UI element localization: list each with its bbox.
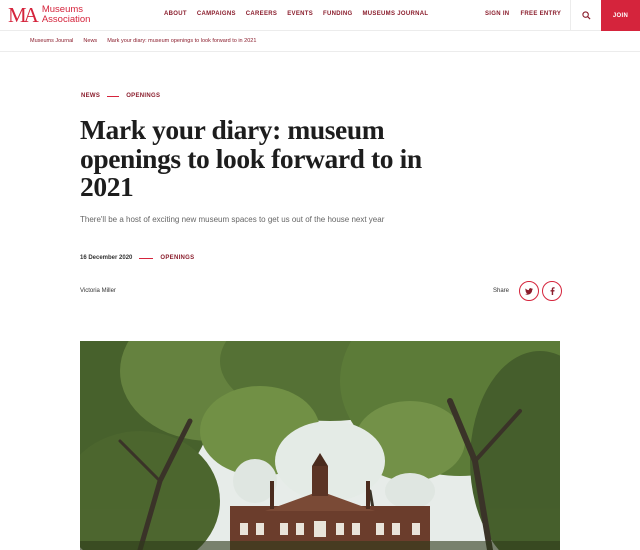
search-button[interactable]: [570, 0, 601, 31]
facebook-icon: [550, 287, 555, 295]
nav-careers[interactable]: CAREERS: [245, 11, 278, 17]
museum-photo-illustration: [80, 341, 560, 550]
breadcrumb-museums-journal[interactable]: Museums Journal: [30, 38, 74, 44]
account-nav: [485, 11, 572, 17]
nav-museums-journal[interactable]: MUSEUMS JOURNAL: [362, 11, 429, 17]
article-date: 16 December 2020: [80, 255, 133, 261]
site-header: [0, 0, 640, 31]
logo-text-line2: Association: [41, 14, 91, 25]
share-label: Share: [493, 288, 510, 294]
article-title: Mark your diary: museum openings to look forward to in 2021: [80, 114, 422, 202]
meta-divider: [139, 258, 153, 259]
breadcrumb-news[interactable]: News: [83, 38, 98, 44]
nav-funding[interactable]: FUNDING: [323, 11, 353, 17]
twitter-icon: [525, 288, 533, 295]
share-bar: [493, 281, 562, 301]
site-logo[interactable]: [8, 5, 90, 25]
breadcrumb-current: Mark your diary: museum openings to look forward to in 2021: [107, 38, 257, 44]
article-subtitle: There'll be a host of exciting new museum spaces to get us out of the house next year: [80, 215, 385, 224]
tag-openings[interactable]: OPENINGS: [126, 93, 161, 99]
free-entry-link[interactable]: FREE ENTRY: [520, 11, 562, 17]
search-icon: [582, 11, 591, 20]
sign-in-link[interactable]: SIGN IN: [485, 11, 510, 17]
article-author[interactable]: Victoria Miller: [80, 288, 116, 294]
nav-about[interactable]: ABOUT: [164, 11, 187, 17]
tag-news[interactable]: NEWS: [81, 93, 101, 99]
logo-mark: MA: [8, 3, 36, 27]
logo-text-line1: Museums: [41, 4, 84, 15]
article-category-link[interactable]: OPENINGS: [160, 255, 195, 261]
breadcrumb-divider: [0, 51, 640, 52]
join-button[interactable]: JOIN: [601, 0, 640, 31]
share-facebook-button[interactable]: [542, 281, 562, 301]
tag-divider: [107, 96, 119, 97]
share-twitter-button[interactable]: [519, 281, 539, 301]
hero-image: [80, 341, 560, 550]
breadcrumb: [30, 38, 266, 44]
nav-campaigns[interactable]: CAMPAIGNS: [196, 11, 236, 17]
article-tags: [81, 93, 160, 99]
logo-text: [42, 5, 91, 25]
main-nav: [164, 11, 438, 17]
article-meta: [80, 255, 194, 261]
nav-events[interactable]: EVENTS: [287, 11, 314, 17]
